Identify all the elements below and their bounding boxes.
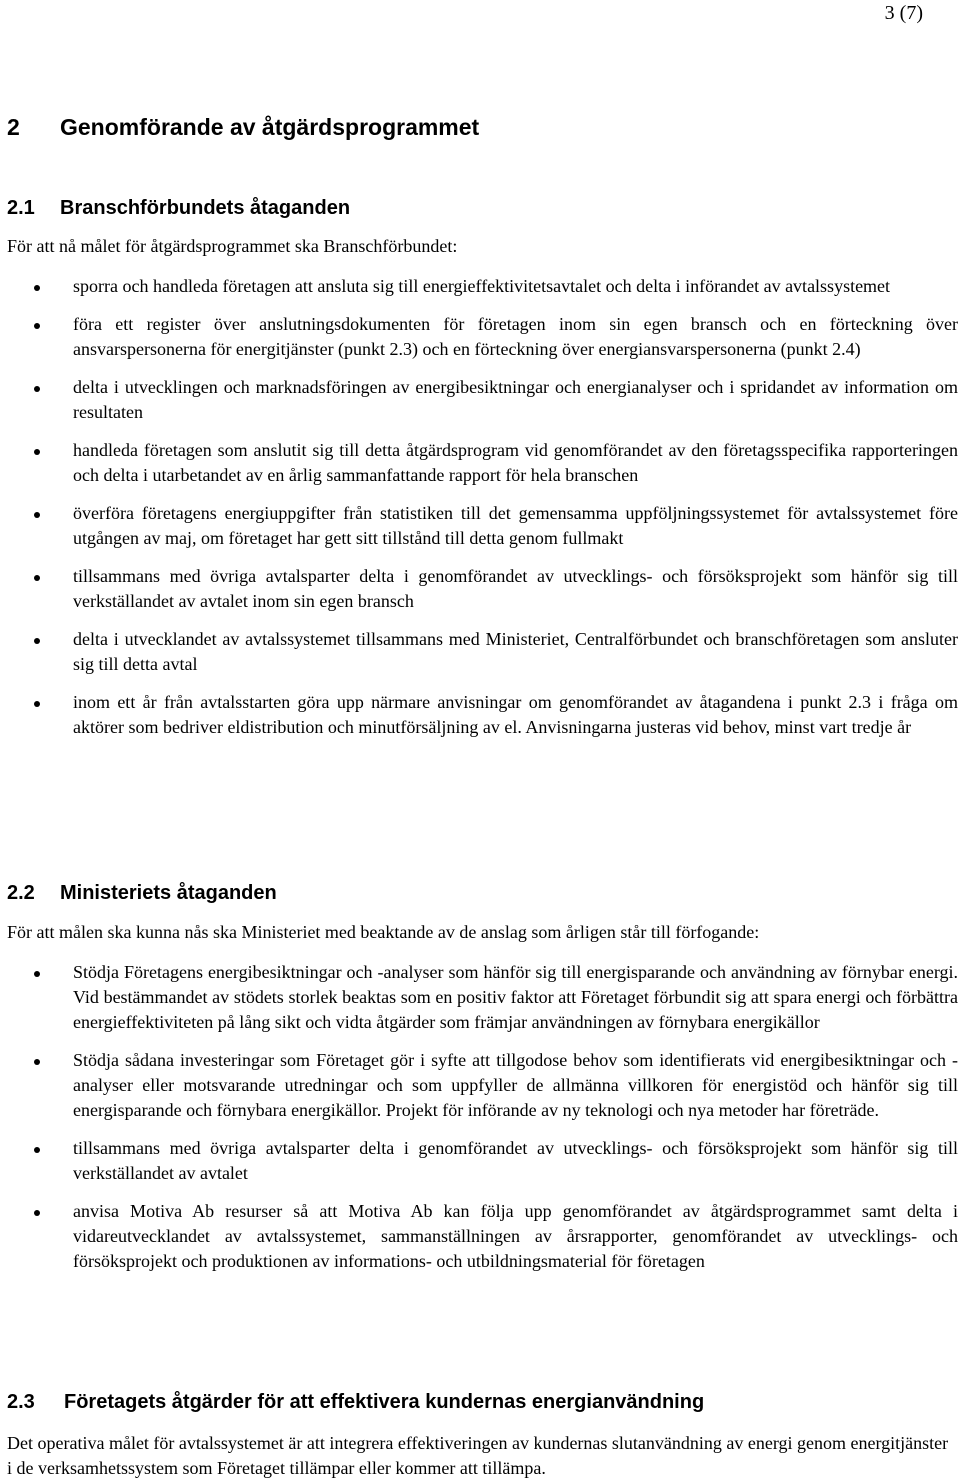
section-2-2-list (0, 960, 958, 1287)
section-2-1-intro: För att nå målet för åtgärdsprogrammet ska Branschförbundet: (7, 236, 458, 256)
section-title: Genomförande av åtgärdsprogrammet (60, 114, 480, 140)
list-item: delta i utvecklandet av avtalssystemet tillsammans med Ministeriet, Centralförbundet och branschföretagen som ansluter sig till detta avtal (0, 627, 958, 677)
bullet-icon (34, 285, 40, 291)
list-item: Stödja Företagens energibesiktningar och -analyser som hänför sig till energisparande och användning av förnybar energi. Vid bestämmandet av stödets storlek beaktas som en positiv faktor att Företaget förbundit sig att spara energi och förbättra energieffektiviteten på lång sikt och vidta åtgärder som främjar användningen av förnybara energikällor (0, 960, 958, 1035)
list-item: Stödja sådana investeringar som Företaget gör i syfte att tillgodose behov som identifierats vid energibesiktningar och -analyser eller motsvarande utredningar och som uppfyller de allmänna villkoren för energistöd och hänför sig till energisparande och förnybara energikällor. Projekt för införande av ny teknologi och nya metoder har företräde. (0, 1048, 958, 1123)
list-item: sporra och handleda företagen att ansluta sig till energieffektivitetsavtalet och delta i införandet av avtalssystemet (0, 274, 958, 299)
list-item: tillsammans med övriga avtalsparter delta i genomförandet av utvecklings- och försöksprojekt som hänför sig till verkställandet av avtalet inom sin egen bransch (0, 564, 958, 614)
section-2-1-list (0, 274, 958, 753)
bullet-icon (34, 971, 40, 977)
section-2-2-intro: För att målen ska kunna nås ska Ministeriet med beaktande av de anslag som årligen står till förfogande: (7, 922, 760, 942)
bullet-icon (34, 386, 40, 392)
section-2-3-intro: Det operativa målet för avtalssystemet är att integrera effektiveringen av kundernas slutanvändning av energi genom energitjänster i de verksamhetssystem som Företaget tillämpar eller kommer att tillämpa. (7, 1433, 949, 1478)
list-item: tillsammans med övriga avtalsparter delta i genomförandet av utvecklings- och försöksprojekt som hänför sig till verkställandet av avtalet (0, 1136, 958, 1186)
section-title: Företagets åtgärder för att effektivera kundernas energianvändning (64, 1391, 705, 1413)
list-item: anvisa Motiva Ab resurser så att Motiva Ab kan följa upp genomförandet av åtgärdsprogrammet samt delta i vidareutvecklandet av avtalssystemet, sammanställningen av årsrapporter, genomförandet av utvecklings- och försöksprojekt och produktionen av informations- och utbildningsmaterial för företagen (0, 1199, 958, 1274)
section-number: 2.1 (7, 197, 35, 219)
section-title: Ministeriets åtaganden (60, 882, 277, 904)
bullet-icon (34, 449, 40, 455)
section-2-1-heading (7, 196, 350, 220)
bullet-icon (34, 638, 40, 644)
page-number: 3 (7) (884, 2, 923, 24)
bullet-icon (34, 512, 40, 518)
section-number: 2.3 (7, 1391, 35, 1413)
bullet-icon (34, 323, 40, 329)
list-item: inom ett år från avtalsstarten göra upp närmare anvisningar om genomförandet av åtagandena i punkt 2.3 i fråga om aktörer som bedriver eldistribution och minutförsäljning av el. Anvisningarna justeras vid behov, minst vart tredje år (0, 690, 958, 740)
bullet-icon (34, 1059, 40, 1065)
list-item: överföra företagens energiuppgifter från statistiken till det gemensamma uppföljningssystemet för avtalssystemet före utgången av maj, om företaget har gett sitt tillstånd till detta genom fullmakt (0, 501, 958, 551)
bullet-icon (34, 1147, 40, 1153)
bullet-icon (34, 701, 40, 707)
section-2-3-heading (7, 1390, 704, 1414)
list-item: handleda företagen som anslutit sig till detta åtgärdsprogram vid genomförandet av den företagsspecifika rapporteringen och delta i utarbetandet av en årlig sammanfattande rapport för hela branschen (0, 438, 958, 488)
section-number: 2.2 (7, 882, 35, 904)
bullet-icon (34, 1210, 40, 1216)
bullet-icon (34, 575, 40, 581)
section-number: 2 (7, 114, 20, 140)
section-2-2-heading (7, 881, 277, 905)
section-title: Branschförbundets åtaganden (60, 197, 351, 219)
list-item: delta i utvecklingen och marknadsföringen av energibesiktningar och energianalyser och i spridandet av information om resultaten (0, 375, 958, 425)
section-2-heading (7, 113, 479, 141)
list-item: föra ett register över anslutningsdokumenten för företagen inom sin egen bransch och en förteckning över ansvarspersonerna för energitjänster (punkt 2.3) och en förteckning över energiansvarspersonerna (punkt 2.4) (0, 312, 958, 362)
